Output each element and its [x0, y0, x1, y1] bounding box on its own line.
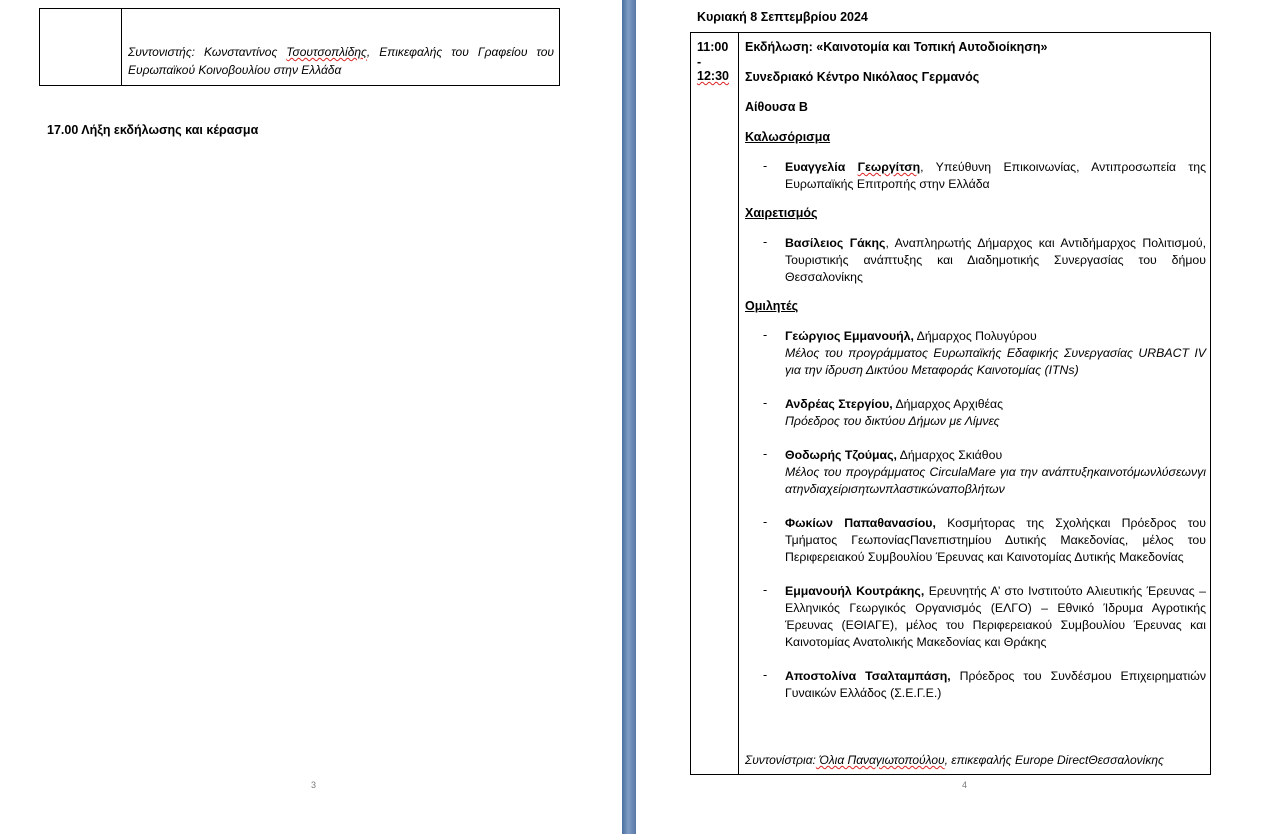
welcome-name-first: Ευαγγελία — [785, 160, 858, 174]
moderator-surname: Τσουτσοπλίδης — [286, 45, 367, 59]
speaker-name: Αποστολίνα Τσαλταμπάση, — [785, 669, 951, 683]
event-title: Εκδήλωση: «Καινοτομία και Τοπική Αυτοδιοίκηση» — [745, 40, 1048, 54]
speaker-note: Μέλος του προγράμματος Ευρωπαϊκής Εδαφικής Συνεργασίας URBACT IV για την ίδρυση Δικτύου Μεταφοράς Καινοτομίας (ITNs) — [785, 346, 1206, 377]
speaker-item: - Εμμανουήλ Κουτράκης, Ερευνητής Α’ στο Ινστιτούτο Αλιευτικής Έρευνας – Ελληνικός Γεωργικός Οργανισμός (ΕΛΓΟ) – Εθνικό Ίδρυμα Αγροτικής Έρευνας (ΕΘΙΑΓΕ), μέλος του Περιφερειακού Συμβουλίου Έρευνας και Καινοτομίας Ανατολικής Μακεδονίας και Θράκης — [763, 583, 1206, 649]
speaker-item: - Φωκίων Παπαθανασίου, Κοσμήτορας της Σχολήςκαι Πρόεδρος του Τμήματος ΓεωπονίαςΠανεπιστημίου Δυτικής Μακεδονίας, μέλος του Περιφερειακού Συμβουλίου Έρευνας και Καινοτομίας Δυτικής Μακεδονίας — [763, 515, 1206, 564]
moderator-name: Όλια Παναγιωτοπούλου — [815, 753, 945, 767]
speaker-role: Κοσμήτορας της Σχολήςκαι Πρόεδρος του Τμήματος ΓεωπονίαςΠανεπιστημίου Δυτικής Μακεδονίας, μέλος του Περιφερειακού Συμβουλίου Έρευνας και Καινοτομίας Δυτικής Μακεδονίας — [785, 516, 1206, 564]
time-separator: - — [697, 55, 702, 69]
time-cell — [691, 33, 739, 774]
moderator-cell — [122, 9, 559, 85]
page-number: 4 — [962, 780, 968, 790]
speaker-name: Ανδρέας Στεργίου, — [785, 397, 893, 411]
speaker-role: Δήμαρχος Σκιάθου — [896, 448, 1003, 462]
greeting-name: Βασίλειος Γάκης — [785, 236, 886, 250]
moderator-description: , επικεφαλής Europe DirectΘεσσαλονίκης — [944, 753, 1164, 767]
greeting-item: - Βασίλειος Γάκης, Αναπληρωτής Δήμαρχος και Αντιδήμαρχος Πολιτισμού, Τουριστικής ανάπτυξης και Διαδημοτικής Συνεργασίας του δήμου Θεσσαλονίκης — [763, 235, 1206, 284]
moderator-line — [745, 753, 1164, 767]
moderator-table — [39, 8, 560, 86]
room: Αίθουσα Β — [745, 100, 808, 114]
speaker-name: Θοδωρής Τζούμας, — [785, 448, 897, 462]
speaker-name: Φωκίων Παπαθανασίου, — [785, 516, 936, 530]
closing-line: 17.00 Λήξη εκδήλωσης και κέρασμα — [47, 123, 259, 137]
speaker-name: Γεώργιος Εμμανουήλ, — [785, 329, 914, 343]
greeting-role: , Αναπληρωτής Δήμαρχος και Αντιδήμαρχος Πολιτισμού, Τουριστικής ανάπτυξης και Διαδημοτικής Συνεργασίας του δήμου Θεσσαλονίκης — [785, 236, 1206, 284]
speaker-item: - Γεώργιος Εμμανουήλ, Δήμαρχος Πολυγύρου Μέλος του προγράμματος Ευρωπαϊκής Εδαφικής Συνεργασίας URBACT IV για την ίδρυση Δικτύου Μεταφοράς Καινοτομίας (ITNs) — [763, 328, 1206, 377]
greeting-heading: Χαιρετισμός — [745, 206, 818, 220]
speaker-name: Εμμανουήλ Κουτράκης, — [785, 584, 925, 598]
welcome-item: - Ευαγγελία Γεωργίτση, Υπεύθυνη Επικοινωνίας, Αντιπροσωπεία της Ευρωπαϊκής Επιτροπής στην Ελλάδα — [763, 159, 1206, 191]
moderator-name: Κωνσταντίνος — [204, 45, 278, 59]
empty-time-cell — [40, 9, 122, 85]
moderator-role: Συντονιστής: — [128, 45, 196, 59]
speaker-role: Πρόεδρος του Συνδέσμου Επιχειρηματιών Γυναικών Ελλάδος (Σ.Ε.Γ.Ε.) — [785, 669, 1206, 700]
speaker-role: Δήμαρχος Πολυγύρου — [913, 329, 1037, 343]
document-page-3 — [0, 0, 622, 834]
time-end: 12:30 — [697, 69, 729, 83]
welcome-name-last: Γεωργίτση — [857, 160, 921, 174]
speaker-note: Πρόεδρος του δικτύου Δήμων με Λίμνες — [785, 414, 1000, 428]
day-heading: Κυριακή 8 Σεπτεμβρίου 2024 — [697, 10, 868, 24]
page-divider — [622, 0, 636, 834]
speaker-item: - Ανδρέας Στεργίου, Δήμαρχος Αρχιθέας Πρόεδρος του δικτύου Δήμων με Λίμνες — [763, 396, 1004, 428]
speaker-note: Μέλος του προγράμματος CirculaMare για την ανάπτυξηκαινοτόμωνλύσεωνγιατηνδιαχείρισητωνπλαστικώναποβλήτων — [785, 465, 1206, 496]
speaker-role: Δήμαρχος Αρχιθέας — [892, 397, 1004, 411]
document-page-4 — [636, 0, 1261, 834]
moderator-description: , Επικεφαλής του Γραφείου του Ευρωπαϊκού Κοινοβουλίου στην Ελλάδα — [128, 45, 554, 77]
time-start: 11:00 — [697, 40, 729, 54]
speaker-item: - Θοδωρής Τζούμας, Δήμαρχος Σκιάθου Μέλος του προγράμματος CirculaMare για την ανάπτυξηκαινοτόμωνλύσεωνγιατηνδιαχείρισητωνπλαστικώναποβλήτων — [763, 447, 1206, 496]
moderator-role: Συντονίστρια: — [745, 753, 816, 767]
speaker-role: Ερευνητής Α’ στο Ινστιτούτο Αλιευτικής Έρευνας – Ελληνικός Γεωργικός Οργανισμός (ΕΛΓΟ) – Εθνικό Ίδρυμα Αγροτικής Έρευνας (ΕΘΙΑΓΕ), μέλος του Περιφερειακού Συμβουλίου Έρευνας και Καινοτομίας Ανατολικής Μακεδονίας και Θράκης — [785, 584, 1206, 649]
program-cell — [739, 33, 1210, 774]
speaker-item: - Αποστολίνα Τσαλταμπάση, Πρόεδρος του Συνδέσμου Επιχειρηματιών Γυναικών Ελλάδος (Σ.Ε.Γ.Ε.) — [763, 668, 1206, 700]
program-table — [690, 32, 1211, 775]
venue: Συνεδριακό Κέντρο Νικόλαος Γερμανός — [745, 70, 980, 84]
speakers-heading: Ομιλητές — [745, 299, 799, 313]
welcome-heading: Καλωσόρισμα — [745, 130, 831, 144]
page-number: 3 — [311, 780, 317, 790]
welcome-role: , Υπεύθυνη Επικοινωνίας, Αντιπροσωπεία της Ευρωπαϊκής Επιτροπής στην Ελλάδα — [785, 160, 1206, 191]
